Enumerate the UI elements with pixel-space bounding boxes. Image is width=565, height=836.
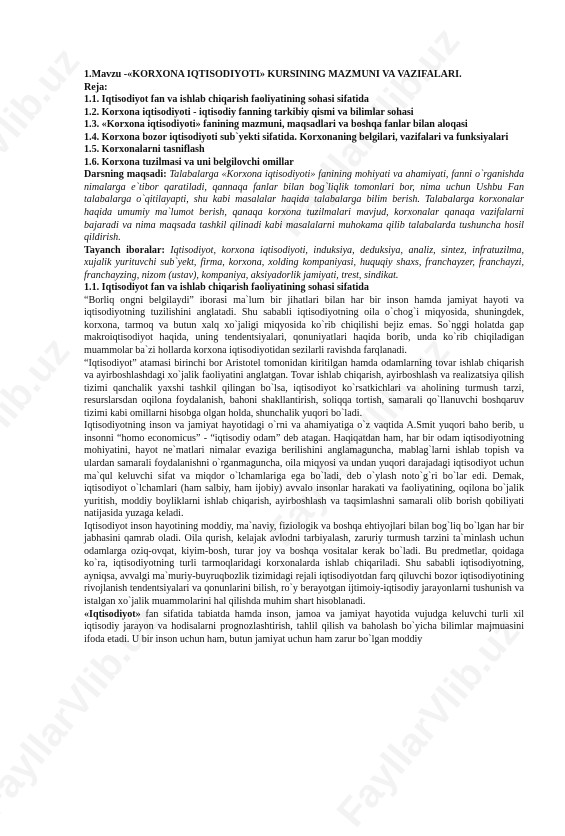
body-paragraph: Iqtisodiyotning inson va jamiyat hayotidagi o`rni va ahamiyatiga o`z vaqtida A.Smit yuqori baho berib, u insonni “homo economicus” - “iqtisodiy odam” deb atagan. Haqiqatdan ham, har bir odam iqtisodiyotning mohiyatini, hayot ne`matlari nimalar evaziga berilishini anglamaguncha, mablag`larni ishlab topish va ulardan samarali foydalanishni o`rganmaguncha, oila miqyosi va undan yuqori darajadagi iqtisodiyot uchun ma`qul keluvchi sifat va miqdor o`lchamlariga ega bo`ladi, deb o`ylash noto`g`ri bo`lar edi. Demak, iqtisodiyot o`lchamlari (ham salbiy, ham ijobiy) avvalo insonlar harakati va faoliyatining, oqilona bo`jalik yuritish, moddiy boyliklarni ishlab chiqarish, ayirboshlash va taqsimlashni samarali olib borish qobiliyati natijasida yuzaga keladi. xyxy=(84,420,524,520)
body-paragraph xyxy=(84,609,524,647)
document-page xyxy=(84,69,524,646)
section-heading: 1.1. Iqtisodiyot fan va ishlab chiqarish faoliyatining sohasi sifatida xyxy=(84,282,369,294)
lesson-goal-text: Talabalarga «Korxona iqtisodiyoti» fanining mohiyati va ahamiyati, fanni o`rganishda nimalarga e`tibor qaratiladi, qannaqa fanlar bilan bog`liqlik tomonlari bor, nima uchun Ushbu Fan talabalarga o`qitilayapti, shu kabi masalalar haqida talabalarga bilim berish. Talabalarga korxonalar haqida umumiy ma`lumot berish, qanaqa korxona tuzilmalari mavjud, korxonalar qanaqa vazifalarni bajaradi va nima maqsada tashkil qilinadi kabi masalalarni muhokama qilib talabalarda tushuncha hosil qildirish. xyxy=(84,169,524,244)
document-title: 1.Mavzu -«KORXONA IQTISODIYOTI» KURSINING MAZMUNI VA VAZIFALARI. xyxy=(84,69,462,80)
plan-item: 1.4. Korxona bozor iqtisodiyoti sub`yekti sifatida. Korxonaning belgilari, vazifalari va funksiyalari xyxy=(84,131,509,143)
body-paragraph: “Iqtisodiyot” atamasi birinchi bor Aristotel tomonidan kiritilgan hamda odamlarning tovar ishlab chiqarish va ayirboshlashdagi xo`jalik faoliyatini anglatgan. Tovar ishlab chiqarish, ayirboshlash va realizatsiya qilish tizimi qanchalik yaxshi tashkil qilingan bo`lsa, iqtisodiyot ko`rsatkichlari va aholining turmush tarzi, resurslarsdan oqilona foydalanish, bahoni shakllantirish, soliqqa tortish, samarali qo`llanuvchi boshqaruv tizimi kabi omillarni hisobga olgan holda, shunchalik yuqori bo`ladi. xyxy=(84,357,524,419)
plan-item: 1.5. Korxonalarni tasniflash xyxy=(84,144,205,156)
keywords-label: Tayanch iboralar: xyxy=(84,244,165,256)
plan-item: 1.2. Korxona iqtisodiyoti - iqtisodiy fanning tarkibiy qismi va bilimlar sohasi xyxy=(84,106,414,118)
term-label: «Iqtisodiyot» xyxy=(84,608,141,620)
keywords xyxy=(84,245,524,283)
body-paragraph: “Borliq ongni belgilaydi” iborasi ma`lum bir jihatlari bilan har bir inson hamda jamiyat hayoti va iqtisodiyotning tuzilishini anglatadi. Shu sababli iqtisodiyotning oila o`chog`i miqyosida, shuningdek, korxona, tarmoq va butun xalq xo`jaligi miqyosida ko`rib chiqilishi bejiz emas. So`nggi holatda gap makroiqtisodiyot haqida, uning tendentsiyalari, qonuniyatlari haqida borib, unda ko`rib chiqiladigan muammolar ba`zi hollarda korxona iqtisodiyotidan sezilarli ravishda farqlanadi. xyxy=(84,294,524,357)
plan-item: 1.1. Iqtisodiyot fan va ishlab chiqarish faoliyatining sohasi sifatida xyxy=(84,94,369,106)
plan-list xyxy=(84,94,524,169)
watermark xyxy=(0,39,89,265)
body-paragraph: Iqtisodiyot inson hayotining moddiy, ma`naviy, fiziologik va boshqa ehtiyojlari bilan bog`liq bo`lgan har bir jabhasini qamrab oladi. Oila qurish, kelajak avlodni tarbiyalash, zaruriy turmush tarzini ta`minlash uchun odamlarga oziq-ovqat, kiyim-bosh, turar joy va boshqa vositalar kerak bo`ladi. Bu predmetlar, qoidaga ko`ra, iqtisodiyotning turli tarmoqlaridagi korxonalarda ishlab chiqariladi. Shu sababli iqtisodiyotning, ayniqsa, avvalgi ma`muriy-buyruqbozlik tizimidagi rejali iqtisodiyotdan farq qiluvchi bozor iqtisodiyotining rivojlanish tendentsiyalari va qonunlarini bilish, ro`y berayotgan ijtimoiy-iqtisodiy jarayonlarni tushunish va istalgan xo`jalik muammolarini hal qilishda muhim shart hisoblanadi. xyxy=(84,520,524,607)
keywords-text: Iqtisodiyot, korxona iqtisodiyoti, induksiya, deduksiya, analiz, sintez, infratuzilma, xujalik yurituvchi sub`yekt, firma, korxona, xolding kompaniyasi, huquqiy shaxs, franchayzer, franchayzi, franchayzing, nizom (ustav), kompaniya, aksiyadorlik jamiyati, trest, sindikat. xyxy=(84,244,524,281)
lesson-goal-label: Darsning maqsadi: xyxy=(84,169,167,181)
plan-item: 1.6. Korxona tuzilmasi va uni belgilovchi omillar xyxy=(84,156,294,168)
watermark xyxy=(0,329,79,555)
plan-heading: Reja: xyxy=(84,81,108,93)
body-paragraph-text: fan sifatida tabiatda hamda inson, jamoa va jamiyat hayotida vujudga keluvchi turli xil iqtisodiy jarayon va hodisalarni prognozlashtirish, tahlil qilish va baholash bo`yicha bilimlar majmuasini ifoda etadi. U bir inson uchun ham, butun jamiyat uchun ham zarur bo`lgan moddiy xyxy=(84,608,524,645)
plan-item: 1.3. «Korxona iqtisodiyoti» fanining mazmuni, maqsadlari va boshqa fanlar bilan aloqasi xyxy=(84,119,468,131)
lesson-goal xyxy=(84,169,524,244)
